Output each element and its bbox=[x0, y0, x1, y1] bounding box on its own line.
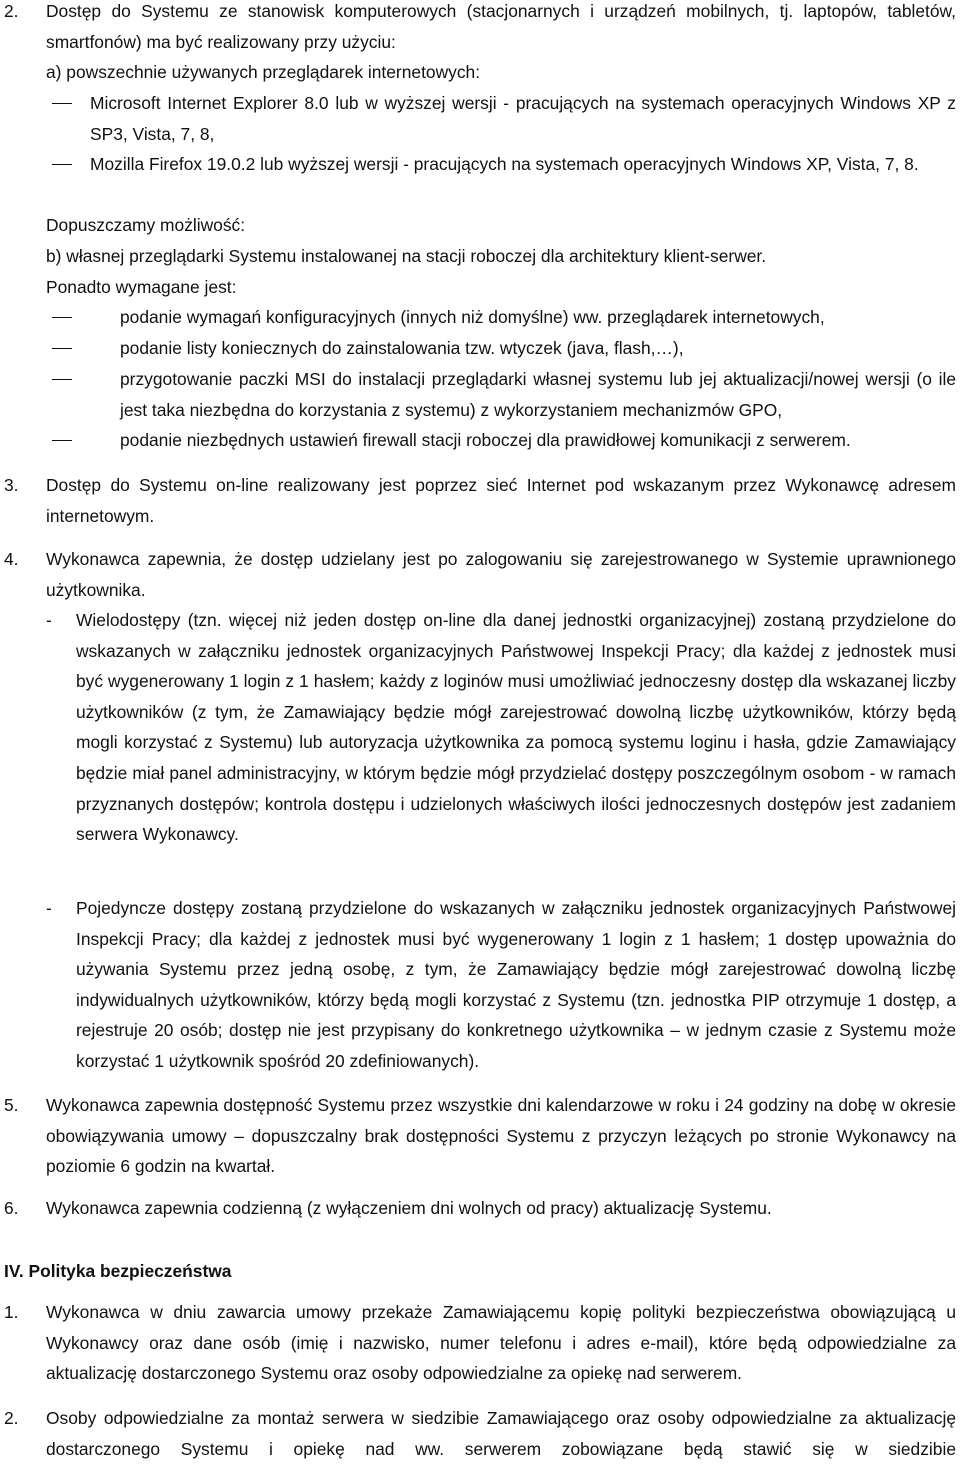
requirement-item: podanie listy koniecznych do zainstalowania tzw. wtyczek (java, flash,…), bbox=[120, 338, 684, 358]
item-number: 2. bbox=[4, 1, 19, 21]
item-3-text: Dostęp do Systemu on-line realizowany jest poprzez sieć Internet pod wskazanym przez Wykonawcę adresem internetowym. bbox=[46, 475, 956, 526]
section-heading: IV. Polityka bezpieczeństwa bbox=[4, 1261, 232, 1281]
dash-bullet bbox=[52, 379, 72, 380]
sub-item-b: b) własnej przeglądarki Systemu instalowanej na stacji roboczej dla architektury klient-serwer. bbox=[46, 246, 767, 266]
dash-bullet bbox=[52, 317, 72, 318]
browser-firefox: Mozilla Firefox 19.0.2 lub wyższej wersji - pracujących na systemach operacyjnych Windows XP, Vista, 7, 8. bbox=[90, 154, 919, 174]
item-6-text: Wykonawca zapewnia codzienną (z wyłączeniem dni wolnych od pracy) aktualizację Systemu. bbox=[46, 1198, 772, 1218]
bullet-marker: - bbox=[46, 610, 52, 630]
requirement-item: podanie niezbędnych ustawień firewall stacji roboczej dla prawidłowej komunikacji z serwerem. bbox=[120, 430, 851, 450]
single-access-text: Pojedyncze dostępy zostaną przydzielone do wskazanych w załączniku jednostek organizacyjnych Państwowej Inspekcji Pracy; dla każdej z jednostek musi być wygenerowany 1 login z 1 hasłem; 1 dostęp upoważnia do używania Systemu przez jedną osobę, z tym, że Zamawiający będzie mógł zarejestrować dowolną liczbę indywidualnych użytkowników, którzy będą mogli korzystać z Systemu (tzn. jednostka PIP otrzymuje 1 dostęp, a rejestruje 20 osób; dostęp nie jest przypisany do konkretnego użytkownika – w jednym czasie z Systemu może korzystać 1 użytkownik spośród 20 zdefiniowanych). bbox=[76, 898, 956, 1071]
bullet-marker: - bbox=[46, 898, 52, 918]
requirement-item: podanie wymagań konfiguracyjnych (innych niż domyślne) ww. przeglądarek internetowych, bbox=[120, 307, 825, 327]
item-number: 2. bbox=[4, 1408, 19, 1428]
item-number: 1. bbox=[4, 1302, 19, 1322]
security-item-1: Wykonawca w dniu zawarcia umowy przekaże Zamawiającemu kopię polityki bezpieczeństwa obowiązującą u Wykonawcy oraz dane osób (imię i nazwisko, numer telefonu i adres e-mail), które będą odpowiedzialne za aktualizację dostarczonego Systemu oraz osoby odpowiedzialne za opiekę nad serwerem. bbox=[46, 1302, 956, 1384]
required-label: Ponadto wymagane jest: bbox=[46, 277, 237, 297]
sub-item-a: a) powszechnie używanych przeglądarek internetowych: bbox=[46, 62, 481, 82]
browser-ie: Microsoft Internet Explorer 8.0 lub w wyższej wersji - pracujących na systemach operacyjnych Windows XP z SP3, Vista, 7, 8, bbox=[90, 93, 956, 144]
dash-bullet bbox=[52, 348, 72, 349]
security-item-2: Osoby odpowiedzialne za montaż serwera w siedzibie Zamawiającego oraz osoby odpowiedzialne za aktualizację dostarczonego Systemu i opiekę nad ww. serwerem zobowiązane będą stawić się w siedzibie bbox=[46, 1408, 956, 1459]
item-number: 3. bbox=[4, 475, 19, 495]
allow-label: Dopuszczamy możliwość: bbox=[46, 215, 246, 235]
item-5-text: Wykonawca zapewnia dostępność Systemu przez wszystkie dni kalendarzowe w roku i 24 godziny na dobę w okresie obowiązywania umowy – dopuszczalny brak dostępności Systemu z przyczyn leżących po stronie Wykonawcy na poziomie 6 godzin na kwartał. bbox=[46, 1095, 956, 1177]
item-4-text: Wykonawca zapewnia, że dostęp udzielany jest po zalogowaniu się zarejestrowanego w Systemie uprawnionego użytkownika. bbox=[46, 549, 956, 600]
requirement-item: przygotowanie paczki MSI do instalacji przeglądarki własnej systemu lub jej aktualizacji/nowej wersji (o ile jest taka niezbędna do korzystania z systemu) z wykorzystaniem mechanizmów GPO, bbox=[120, 369, 956, 420]
item-number: 6. bbox=[4, 1198, 19, 1218]
multi-access-text: Wielodostępy (tzn. więcej niż jeden dostęp on-line dla danej jednostki organizacyjnej) zostaną przydzielone do wskazanych w załączniku jednostek organizacyjnych Państwowej Inspekcji Pracy; dla każdej z jednostek musi być wygenerowany 1 login z 1 hasłem; każdy z loginów musi umożliwiać jednoczesny dostęp dla wskazanej liczby użytkowników (z tym, że Zamawiający będzie mógł zarejestrować dowolną liczbę użytkowników, którzy będą mogli korzystać z Systemu) lub autoryzacja użytkownika za pomocą systemu loginu i hasła, gdzie Zamawiający będzie miał panel administracyjny, w którym będzie mógł przydzielać dostępy poszczególnym osobom - w ramach przyznanych dostępów; kontrola dostępu i udzielonych właściwych ilości jednoczesnych dostępów jest zadaniem serwera Wykonawcy. bbox=[76, 610, 956, 845]
item-number: 5. bbox=[4, 1095, 19, 1115]
item-2-intro: Dostęp do Systemu ze stanowisk komputerowych (stacjonarnych i urządzeń mobilnych, tj. laptopów, tabletów, smartfonów) ma być realizowany przy użyciu: bbox=[46, 1, 956, 52]
item-number: 4. bbox=[4, 549, 19, 569]
dash-bullet bbox=[52, 103, 72, 104]
dash-bullet bbox=[52, 440, 72, 441]
dash-bullet bbox=[52, 164, 72, 165]
